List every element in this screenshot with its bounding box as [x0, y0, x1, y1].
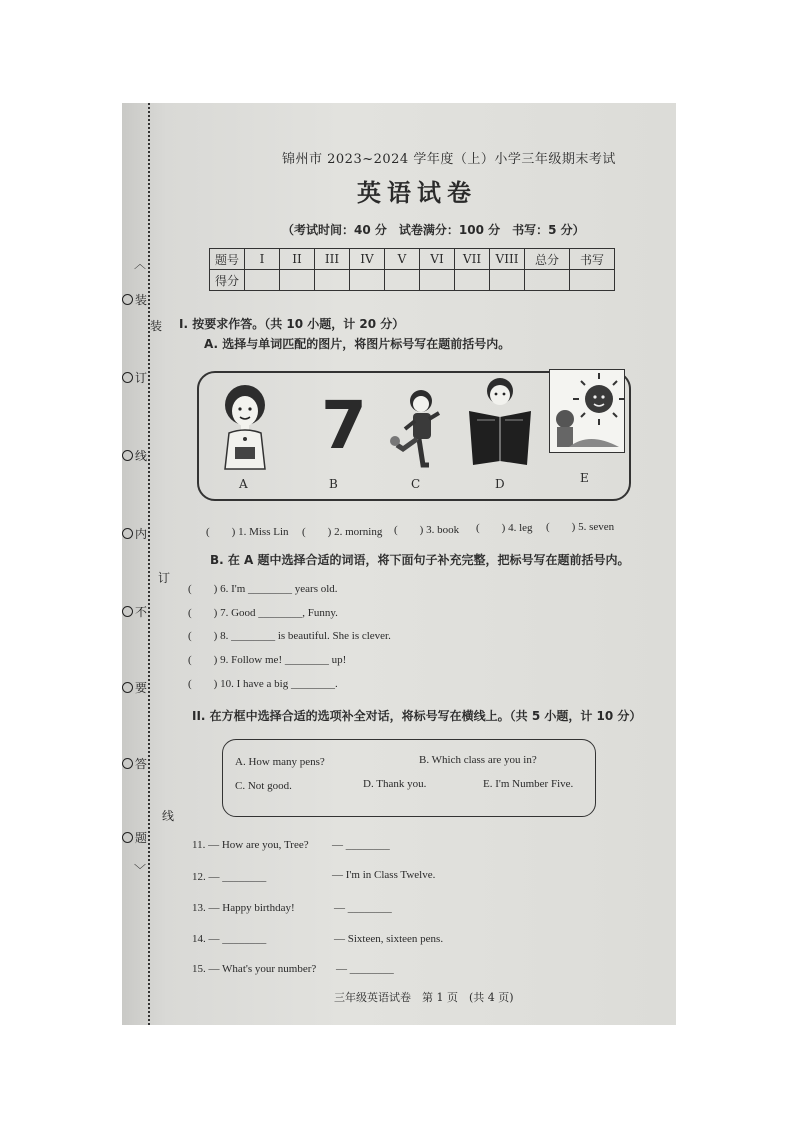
score-cell[interactable] [385, 270, 420, 291]
score-row-label: 得分 [210, 270, 245, 291]
binding-circle-icon [122, 606, 133, 617]
score-table-header-row [210, 249, 615, 270]
picture-label-e: E [580, 471, 589, 485]
score-cell[interactable] [245, 270, 280, 291]
score-header-cell: VIII [490, 249, 525, 270]
section1-partB-instruction: B. 在 A 题中选择合适的词语，将下面句子补充完整，把标号写在题前括号内。 [210, 553, 630, 567]
binding-mark-2: 订 [122, 369, 147, 386]
option-e: E. I'm Number Five. [483, 778, 574, 790]
binding-dotted-line [148, 103, 150, 1025]
dialogue-11-left: 11. — How are you, Tree? [192, 839, 309, 851]
score-cell[interactable] [280, 270, 315, 291]
binding-mark-5: 不 [122, 603, 147, 620]
page-footer: 三年级英语试卷 第 1 页 (共 4 页) [334, 991, 514, 1004]
score-cell[interactable] [455, 270, 490, 291]
section1-partA-instruction: A. 选择与单词匹配的图片，将图片标号写在题前括号内。 [204, 337, 511, 351]
sun-scene-picture [549, 369, 625, 453]
dialogue-11-right: — ________ [332, 839, 390, 851]
binding-circle-icon [122, 758, 133, 769]
exam-info: （考试时间：40 分 试卷满分：100 分 书写：5 分） [282, 223, 585, 237]
binding-mark-1: 装 [122, 291, 147, 308]
partA-item-3: ( ) 3. book [394, 524, 460, 536]
picture-label-a: A [239, 477, 248, 491]
exam-paper [122, 103, 676, 1025]
score-header-cell: IV [350, 249, 385, 270]
score-table-score-row [210, 270, 615, 291]
partB-item-10: ( ) 10. I have a big ________. [188, 678, 338, 690]
girl-picture [217, 383, 273, 475]
binding-circle-icon [122, 528, 133, 539]
partA-item-1: ( ) 1. Miss Lin [206, 526, 289, 538]
binding-top-mark: ︿ [134, 257, 147, 271]
score-cell[interactable] [570, 270, 615, 291]
score-cell[interactable] [315, 270, 350, 291]
binding-circle-icon [122, 294, 133, 305]
partA-item-2: ( ) 2. morning [302, 526, 383, 538]
picture-label-c: C [411, 477, 421, 491]
section1-heading: I. 按要求作答。（共 10 小题，计 20 分） [179, 317, 405, 331]
binding-bottom-mark: ﹀ [134, 863, 147, 877]
binding-mark-6: 要 [122, 679, 147, 696]
dialogue-15-right: — ________ [336, 963, 394, 975]
dialogue-15-left: 15. — What's your number? [192, 963, 317, 975]
dialogue-13-left: 13. — Happy birthday! [192, 902, 295, 914]
score-cell[interactable] [350, 270, 385, 291]
binding-mark-3: 线 [122, 447, 147, 464]
partB-item-8: ( ) 8. ________ is beautiful. She is clever. [188, 630, 391, 642]
score-cell[interactable] [525, 270, 570, 291]
boy-kicking-picture [389, 383, 445, 475]
score-header-cell: 书写 [570, 249, 615, 270]
partB-item-9: ( ) 9. Follow me! ________ up! [188, 654, 347, 666]
option-c: C. Not good. [235, 780, 292, 792]
option-a: A. How many pens? [235, 756, 325, 768]
binding-circle-icon [122, 372, 133, 383]
picture-label-b: B [329, 477, 338, 491]
score-header-cell: 总分 [525, 249, 570, 270]
binding-circle-icon [122, 450, 133, 461]
dialogue-14-left: 14. — ________ [192, 933, 267, 945]
page-title: 英语试卷 [357, 179, 477, 207]
partA-item-5: ( ) 5. seven [546, 521, 615, 533]
section2-heading: II. 在方框中选择合适的选项补全对话，将标号写在横线上。（共 5 小题，计 10 分） [192, 709, 642, 723]
binding-mark-8: 题 [122, 829, 147, 846]
score-cell[interactable] [420, 270, 455, 291]
score-header-cell: I [245, 249, 280, 270]
number-seven-picture: 7 [321, 387, 367, 464]
picture-label-d: D [495, 477, 505, 491]
score-header-cell: V [385, 249, 420, 270]
options-box [222, 739, 596, 817]
score-header-cell: VII [455, 249, 490, 270]
dialogue-14-right: — Sixteen, sixteen pens. [334, 933, 444, 945]
binding-mark-4: 内 [122, 525, 147, 542]
picture-box [197, 371, 631, 501]
partA-item-4: ( ) 4. leg [476, 522, 533, 534]
score-header-cell: II [280, 249, 315, 270]
score-header-cell: VI [420, 249, 455, 270]
score-header-cell: 题号 [210, 249, 245, 270]
dialogue-12-left: 12. — ________ [192, 871, 267, 883]
dialogue-12-right: — I'm in Class Twelve. [332, 869, 436, 881]
partB-item-7: ( ) 7. Good ________, Funny. [188, 607, 338, 619]
dialogue-13-right: — ________ [334, 902, 392, 914]
binding-circle-icon [122, 682, 133, 693]
score-header-cell: III [315, 249, 350, 270]
binding-inner-mark-3: 线 [162, 809, 175, 823]
binding-inner-mark-2: 订 [158, 571, 171, 585]
partB-item-6: ( ) 6. I'm ________ years old. [188, 583, 338, 595]
binding-circle-icon [122, 832, 133, 843]
score-cell[interactable] [490, 270, 525, 291]
option-d: D. Thank you. [363, 778, 427, 790]
option-b: B. Which class are you in? [419, 754, 537, 766]
binding-mark-7: 答 [122, 755, 147, 772]
score-table [209, 248, 615, 291]
boy-book-picture [467, 375, 533, 469]
binding-inner-mark-1: 装 [150, 319, 163, 333]
exam-title-line: 锦州市 2023~2024 学年度（上）小学三年级期末考试 [282, 152, 616, 167]
